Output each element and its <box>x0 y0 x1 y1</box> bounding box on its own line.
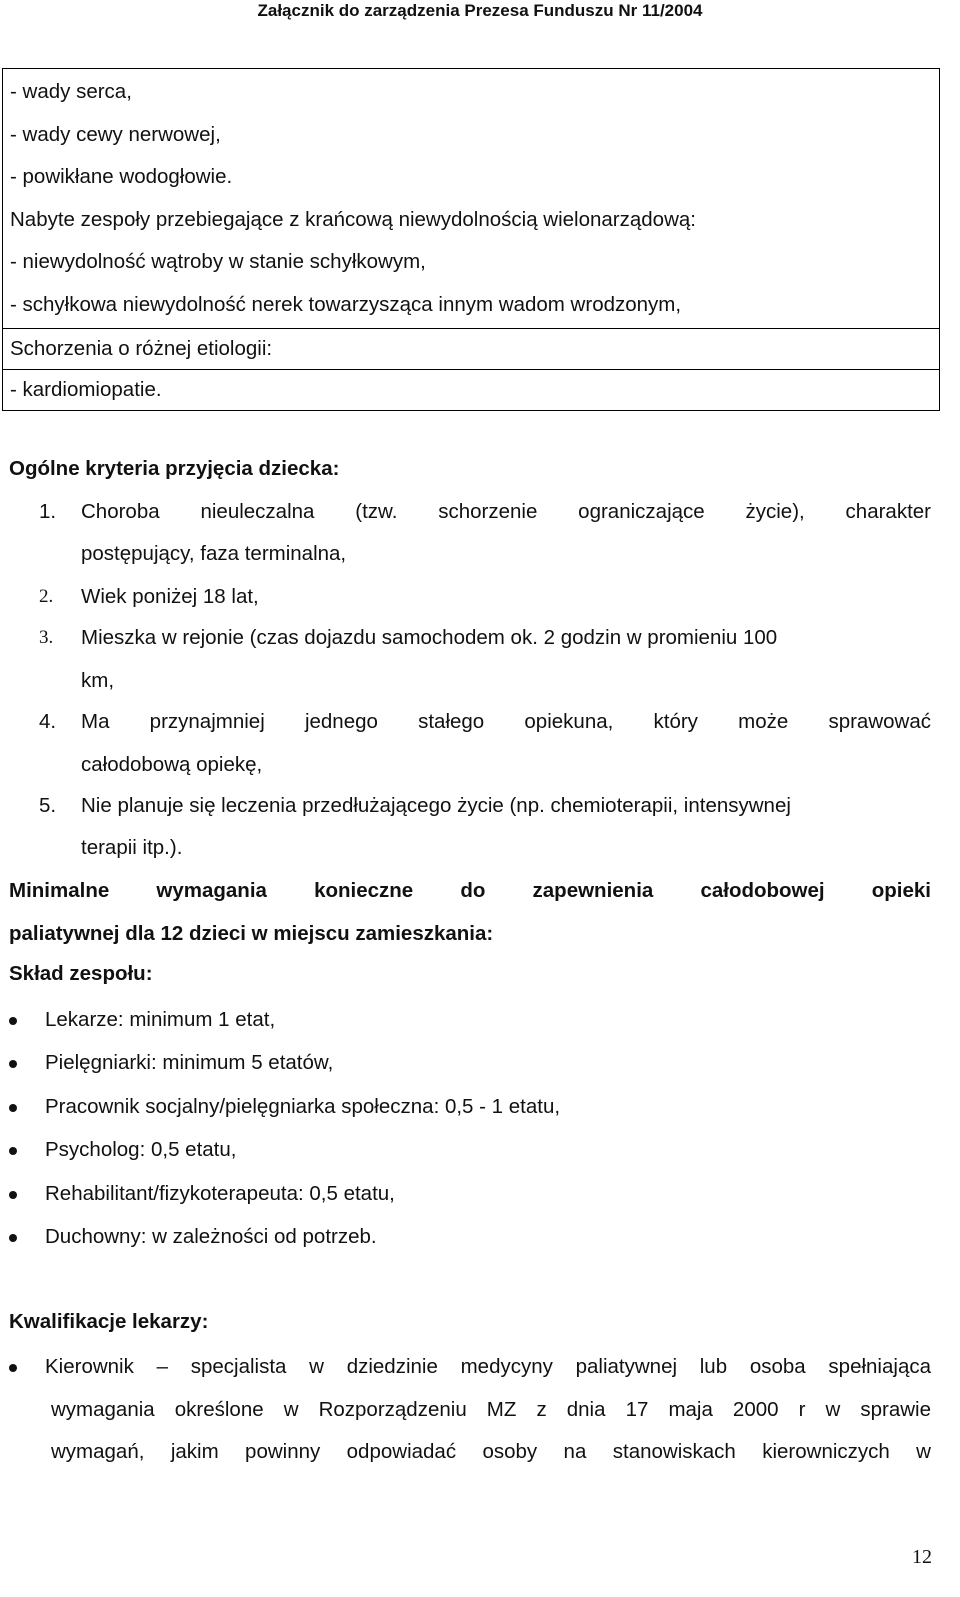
requirements-heading: Minimalne wymagania konieczne do zapewnienia całodobowej opieki <box>9 879 931 902</box>
list-item-text: Wiek poniżej 18 lat, <box>81 585 259 608</box>
team-heading: Skład zespołu: <box>9 962 153 985</box>
bullet-icon <box>9 1060 17 1068</box>
bullet-icon <box>9 1364 17 1372</box>
table-row <box>3 369 940 410</box>
table-line: - wady cewy nerwowej, <box>10 122 221 146</box>
table-cell: Schorzenia o różnej etiologii: <box>3 328 940 369</box>
table-line: - niewydolność wątroby w stanie schyłkowym, <box>10 250 426 273</box>
bullet-icon <box>9 1191 17 1199</box>
list-item-text: Mieszka w rejonie (czas dojazdu samochodem ok. 2 godzin w promieniu 100 <box>81 626 778 649</box>
list-item-text: km, <box>81 669 115 692</box>
list-item: Duchowny: w zależności od potrzeb. <box>45 1225 377 1248</box>
list-item: Pielęgniarki: minimum 5 etatów, <box>45 1051 334 1074</box>
requirements-heading-cont: paliatywnej dla 12 dzieci w miejscu zamieszkania: <box>9 922 494 945</box>
table-cell: - kardiomiopatie. <box>3 369 940 410</box>
list-item-text: całodobową opiekę, <box>81 753 263 776</box>
list-item-text: postępujący, faza terminalna, <box>81 542 347 565</box>
page-number: 12 <box>912 1546 932 1568</box>
list-item-text: Choroba nieuleczalna (tzw. schorzenie ograniczające życie), charakter <box>81 500 931 523</box>
list-number: 1. <box>39 500 57 523</box>
list-item: Rehabilitant/fizykoterapeuta: 0,5 etatu, <box>45 1182 395 1205</box>
list-number: 2. <box>39 586 54 607</box>
table-row <box>3 69 940 329</box>
table-line: - schyłkowa niewydolność nerek towarzysząca innym wadom wrodzonym, <box>10 292 682 316</box>
list-item-text: terapii itp.). <box>81 836 183 859</box>
bullet-icon <box>9 1147 17 1155</box>
list-number: 3. <box>39 627 54 648</box>
bullet-icon <box>9 1017 17 1025</box>
list-item-text: wymagań, jakim powinny odpowiadać osoby na stanowiskach kierowniczych w <box>51 1440 931 1463</box>
table-line: - powikłane wodogłowie. <box>10 165 233 188</box>
qualifications-heading: Kwalifikacje lekarzy: <box>9 1310 209 1333</box>
list-number: 5. <box>39 794 57 817</box>
list-item-text: Kierownik – specjalista w dziedzinie medycyny paliatywnej lub osoba spełniająca <box>45 1355 931 1378</box>
bullet-icon <box>9 1104 17 1112</box>
list-item: Psycholog: 0,5 etatu, <box>45 1138 237 1161</box>
list-item: Lekarze: minimum 1 etat, <box>45 1008 276 1031</box>
list-item-text: Ma przynajmniej jednego stałego opiekuna, który może sprawować <box>81 710 931 733</box>
list-item-text: Nie planuje się leczenia przedłużającego życie (np. chemioterapii, intensywnej <box>81 794 791 817</box>
list-number: 4. <box>39 710 57 733</box>
table-line: - wady serca, <box>10 80 132 103</box>
bullet-icon <box>9 1234 17 1242</box>
conditions-table <box>2 68 940 411</box>
criteria-heading: Ogólne kryteria przyjęcia dziecka: <box>9 457 340 480</box>
list-item-text: wymagania określone w Rozporządzeniu MZ z dnia 17 maja 2000 r w sprawie <box>51 1398 931 1421</box>
list-item: Pracownik socjalny/pielęgniarka społeczna: 0,5 - 1 etatu, <box>45 1095 561 1118</box>
table-cell <box>3 69 940 329</box>
table-row <box>3 328 940 369</box>
document-header: Załącznik do zarządzenia Prezesa Funduszu Nr 11/2004 <box>257 1 703 20</box>
table-line: Nabyte zespoły przebiegające z krańcową niewydolnością wielonarządową: <box>10 207 696 231</box>
